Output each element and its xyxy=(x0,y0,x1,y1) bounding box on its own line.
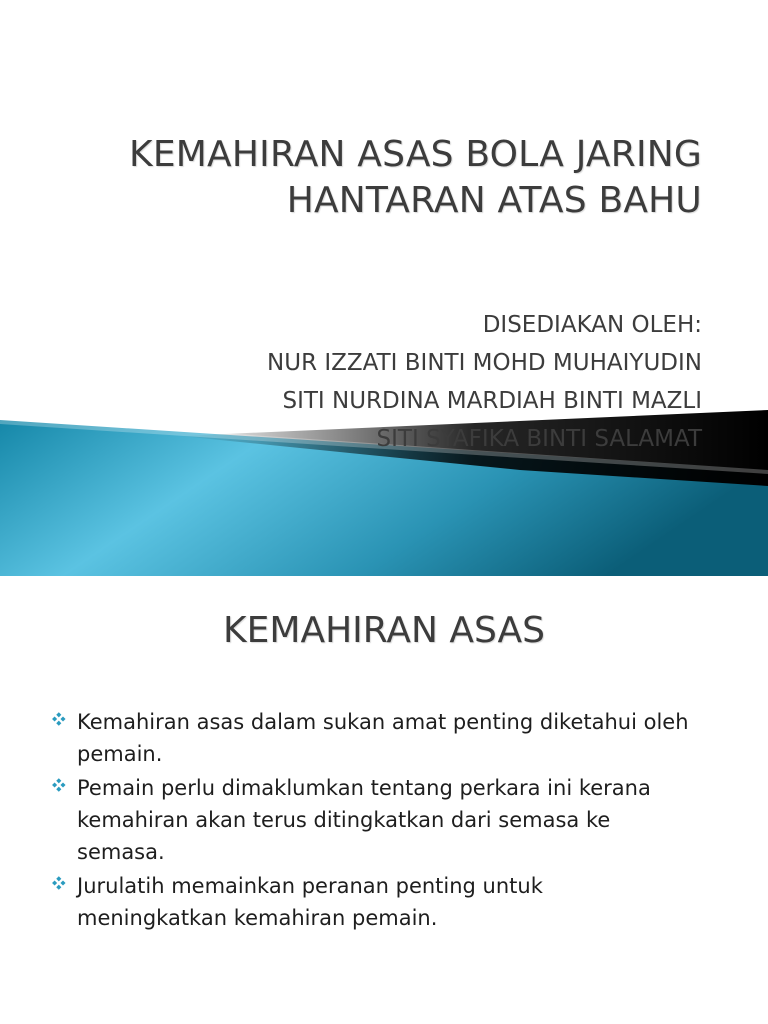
bullet-item xyxy=(52,706,692,770)
presentation-title xyxy=(129,132,702,224)
bullet-item xyxy=(52,870,692,934)
bullet-list xyxy=(52,706,692,936)
prepared-by-label: DISEDIAKAN OLEH: xyxy=(482,312,702,338)
bullet-text: Jurulatih memainkan peranan penting untuk meningkatkan kemahiran pemain. xyxy=(77,874,543,930)
bullet-text: Kemahiran asas dalam sukan amat penting diketahui oleh pemain. xyxy=(77,710,689,766)
diamond-bullet-icon xyxy=(52,778,66,792)
diamond-bullet-icon xyxy=(52,712,66,726)
authors-block xyxy=(267,306,702,458)
author-name: NUR IZZATI BINTI MOHD MUHAIYUDIN xyxy=(267,350,702,376)
title-line: KEMAHIRAN ASAS BOLA JARING xyxy=(129,134,702,175)
author-name: SITI SYAFIKA BINTI SALAMAT xyxy=(376,426,702,452)
diamond-bullet-icon xyxy=(52,876,66,890)
slide-title: KEMAHIRAN ASAS xyxy=(223,610,545,651)
bullet-item xyxy=(52,772,692,868)
content-slide xyxy=(0,576,768,1024)
title-line: HANTARAN ATAS BAHU xyxy=(286,180,702,221)
bullet-text: Pemain perlu dimaklumkan tentang perkara ini kerana kemahiran akan terus ditingkatkan dari semasa ke semasa. xyxy=(77,776,651,864)
author-name: SITI NURDINA MARDIAH BINTI MAZLI xyxy=(282,388,702,414)
